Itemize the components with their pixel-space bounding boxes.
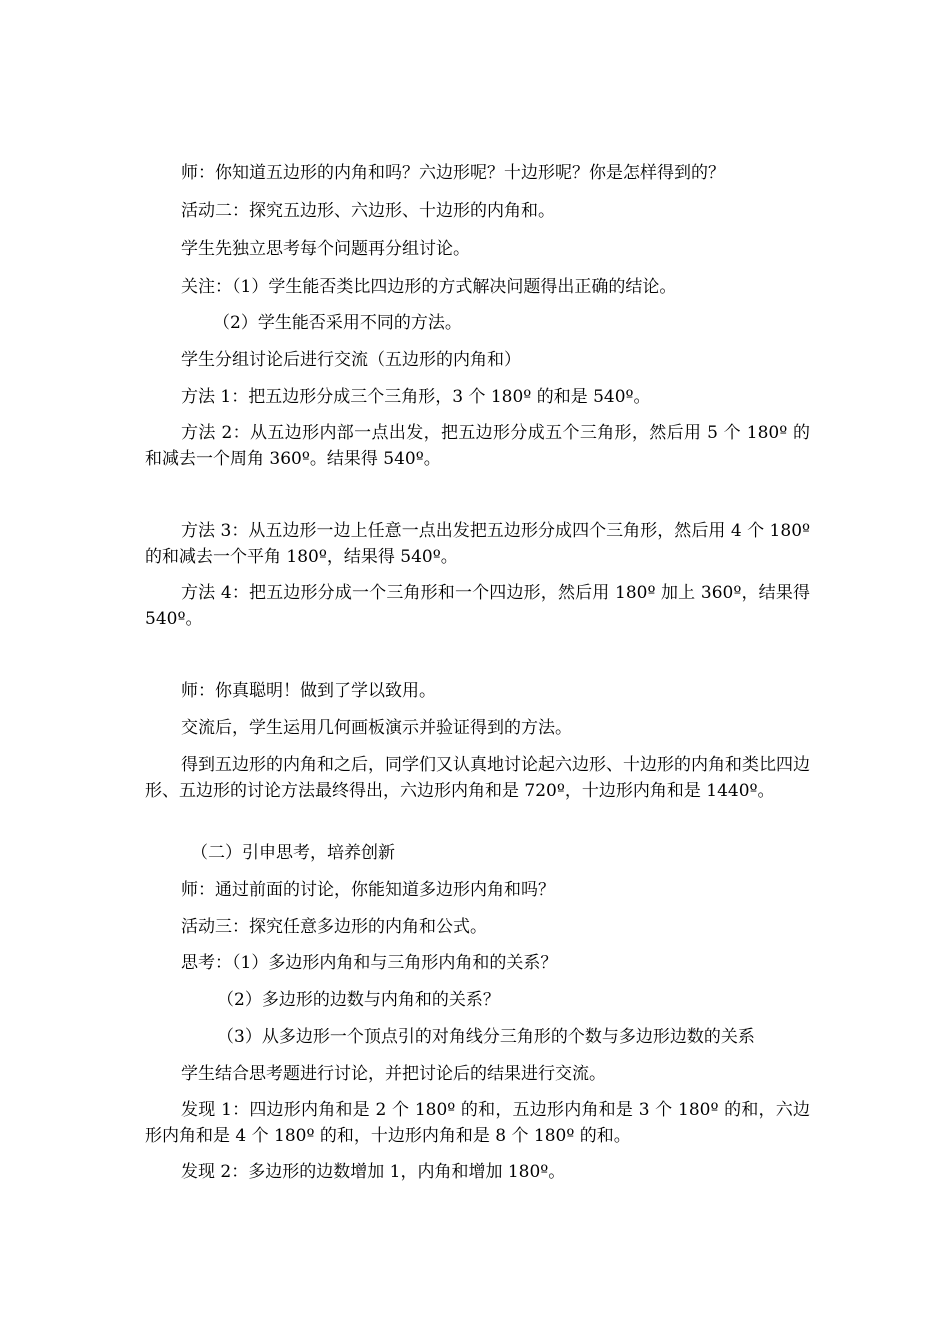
paragraph-method-2: 方法 2：从五边形内部一点出发，把五边形分成五个三角形，然后用 5 个 180º 的和减去一个周角 360º。结果得 540º。 [145,423,810,469]
section-heading-extension: （二）引申思考，培养创新 [191,843,395,863]
paragraph-after-exchange: 交流后，学生运用几何画板演示并验证得到的方法。 [181,718,572,738]
paragraph-focus-2: （2）学生能否采用不同的方法。 [213,313,462,333]
paragraph-think-3: （3）从多边形一个顶点引的对角线分三角形的个数与多边形边数的关系 [217,1027,755,1047]
paragraph-independent-thinking: 学生先独立思考每个问题再分组讨论。 [181,239,470,259]
paragraph-teacher-question: 师：你知道五边形的内角和吗？六边形呢？十边形呢？你是怎样得到的？ [181,163,725,183]
paragraph-discussion: 学生结合思考题进行讨论，并把讨论后的结果进行交流。 [181,1064,606,1084]
paragraph-activity-three: 活动三：探究任意多边形的内角和公式。 [181,917,487,937]
paragraph-teacher-praise: 师：你真聪明！做到了学以致用。 [181,681,436,701]
paragraph-teacher-polygon: 师：通过前面的讨论，你能知道多边形内角和吗？ [181,880,555,900]
paragraph-think-2: （2）多边形的边数与内角和的关系？ [217,990,500,1010]
paragraph-think-1: 思考：（1）多边形内角和与三角形内角和的关系？ [181,953,558,973]
paragraph-focus-1: 关注：（1）学生能否类比四边形的方式解决问题得出正确的结论。 [181,277,677,297]
paragraph-method-3: 方法 3：从五边形一边上任意一点出发把五边形分成四个三角形，然后用 4 个 180º 的和减去一个平角 180º，结果得 540º。 [145,521,810,567]
paragraph-method-1: 方法 1：把五边形分成三个三角形，3 个 180º 的和是 540º。 [181,387,651,407]
paragraph-finding-1: 发现 1：四边形内角和是 2 个 180º 的和，五边形内角和是 3 个 180º 的和，六边形内角和是 4 个 180º 的和，十边形内角和是 8 个 180º 的和。 [145,1100,810,1146]
paragraph-activity-two: 活动二：探究五边形、六边形、十边形的内角和。 [181,201,555,221]
paragraph-group-exchange: 学生分组讨论后进行交流（五边形的内角和） [181,350,521,370]
paragraph-method-4: 方法 4：把五边形分成一个三角形和一个四边形，然后用 180º 加上 360º，结果得 540º。 [145,583,810,629]
paragraph-finding-2: 发现 2：多边形的边数增加 1，内角和增加 180º。 [181,1162,566,1182]
paragraph-hexagon-decagon: 得到五边形的内角和之后，同学们又认真地讨论起六边形、十边形的内角和类比四边形、五边形的讨论方法最终得出，六边形内角和是 720º，十边形内角和是 1440º。 [145,755,810,801]
